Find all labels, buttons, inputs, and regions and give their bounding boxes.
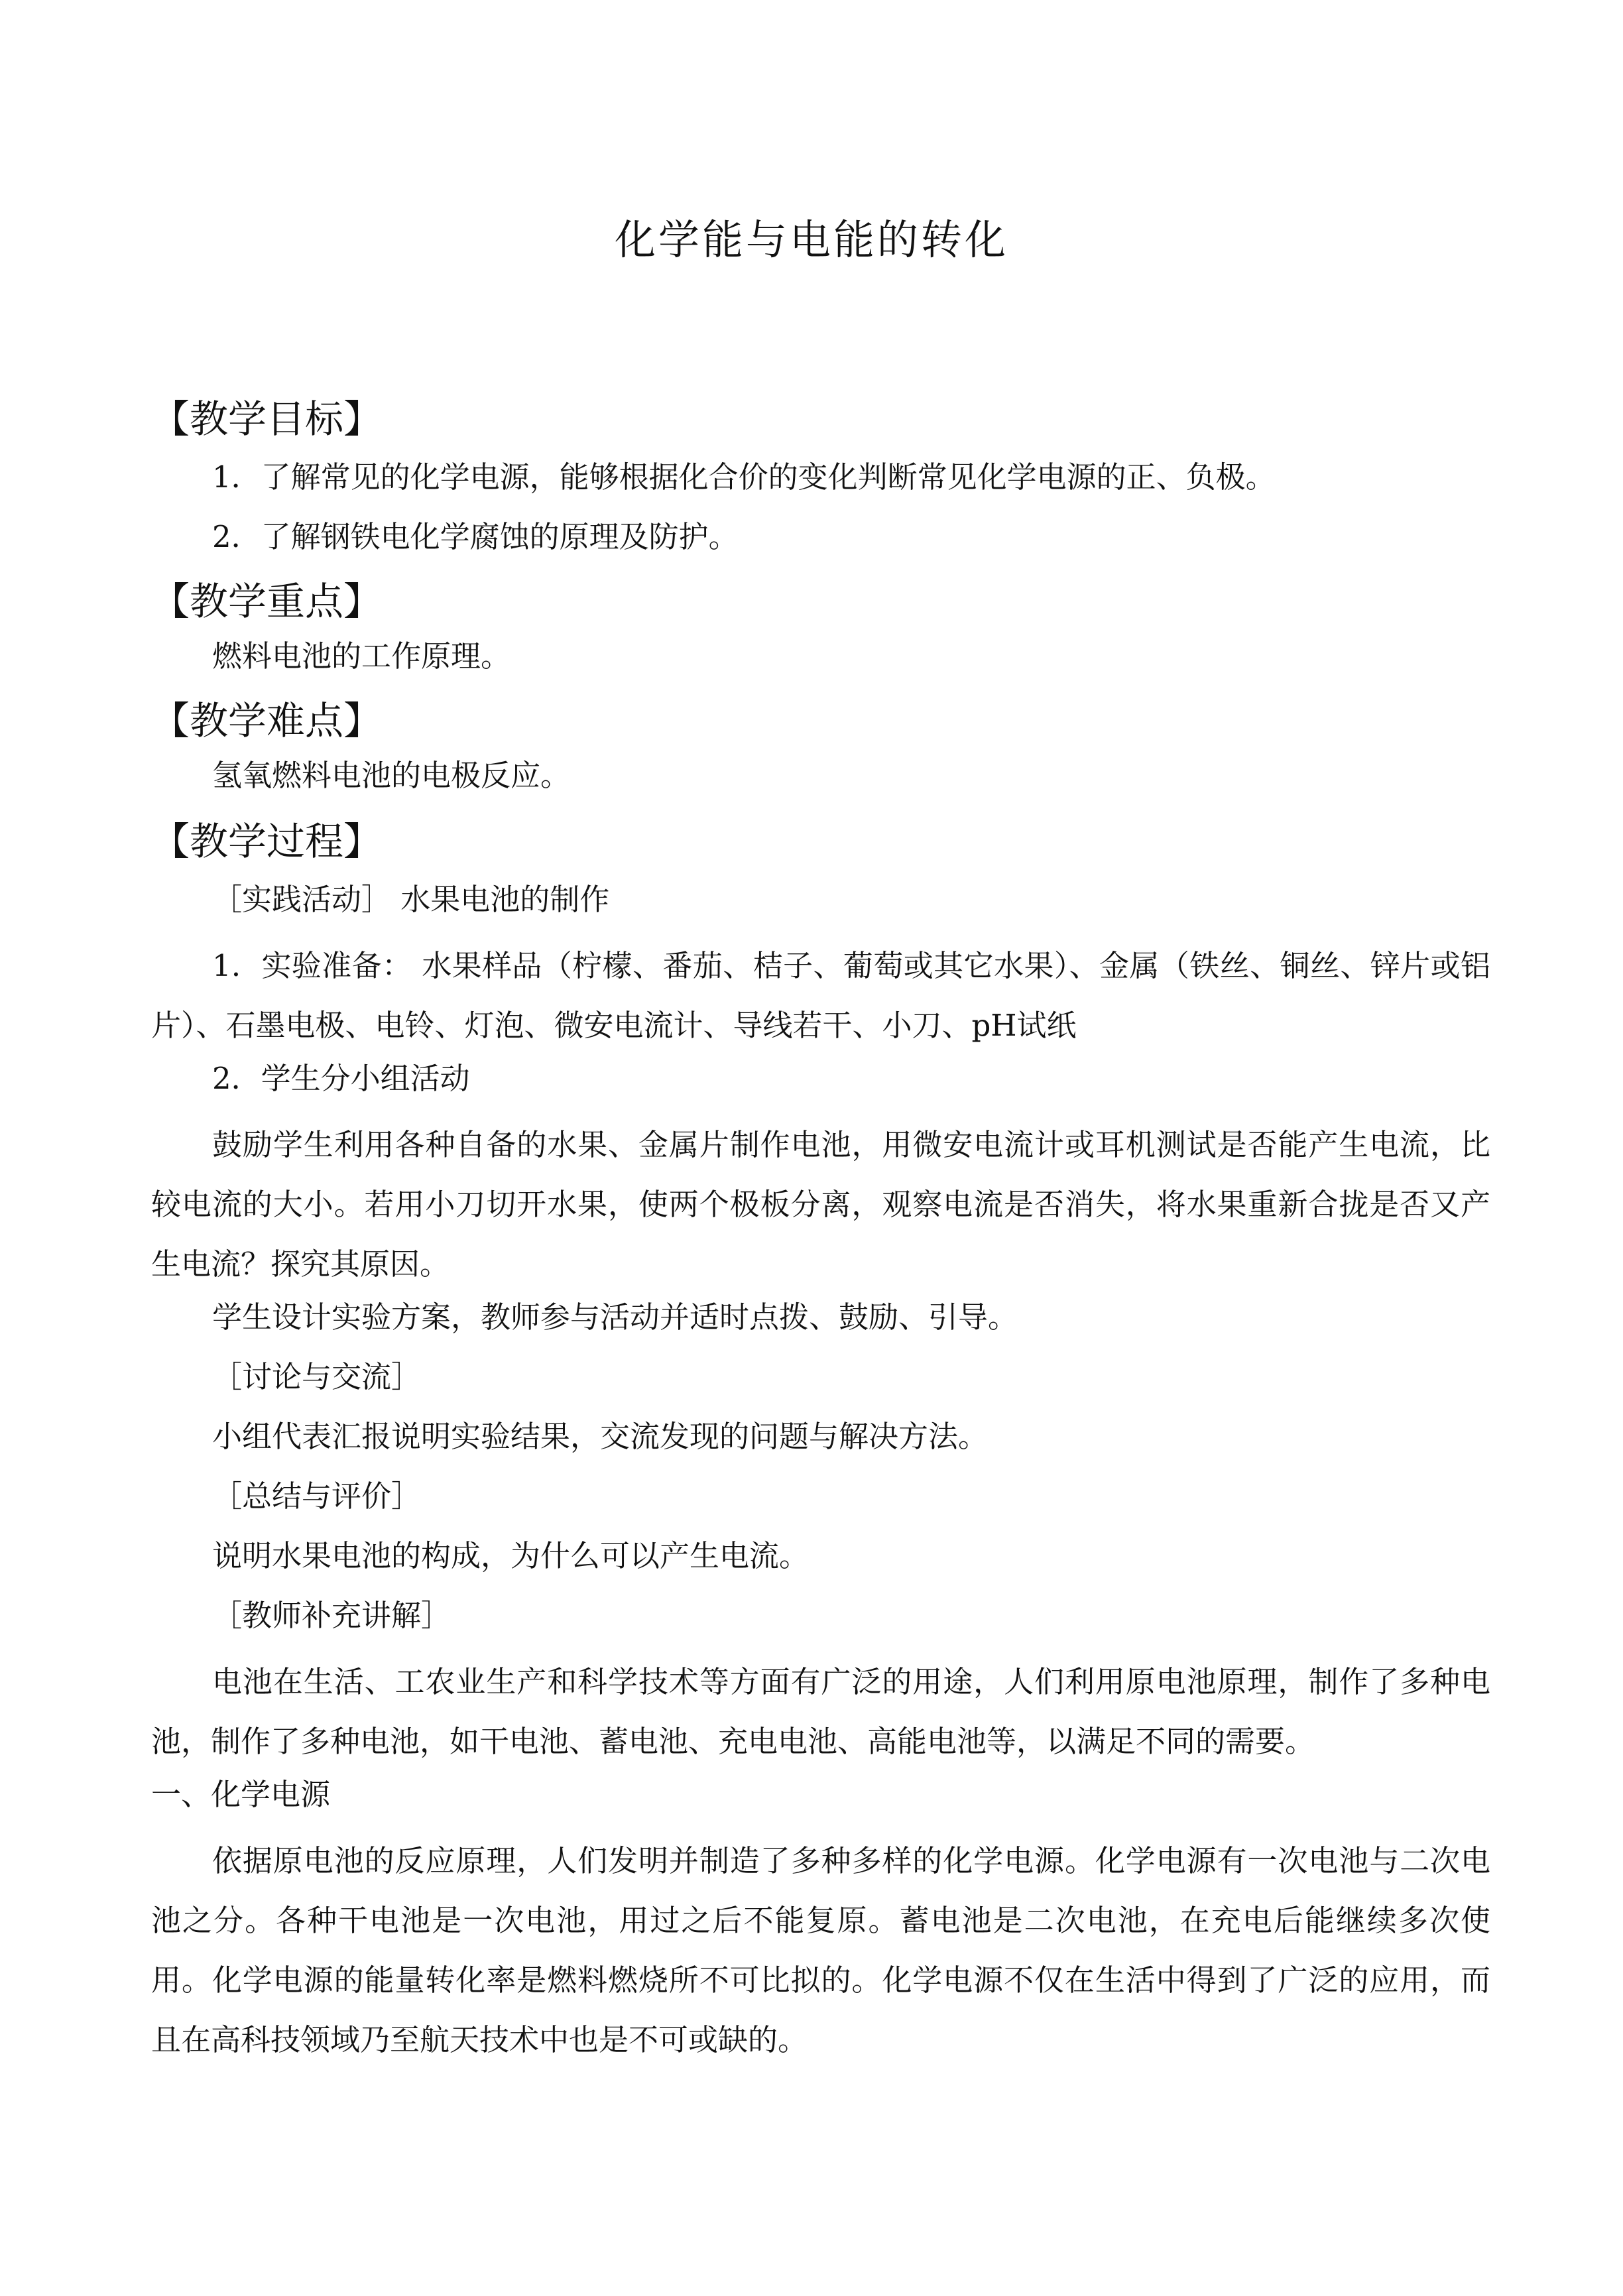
difficulty-heading: 【教学难点】	[151, 698, 383, 743]
key-point-text: 燃料电池的工作原理。	[212, 638, 511, 674]
summary-label: ［总结与评价］	[212, 1479, 422, 1514]
design-text: 学生设计实验方案，教师参与活动并适时点拨、鼓励、引导。	[212, 1299, 1018, 1335]
discuss-label: ［讨论与交流］	[212, 1359, 422, 1394]
group-activity-label: 2．学生分小组活动	[212, 1061, 470, 1096]
difficulty-text: 氢氧燃料电池的电极反应。	[212, 758, 571, 793]
summary-text: 说明水果电池的构成，为什么可以产生电流。	[212, 1538, 810, 1573]
activity-label: ［实践活动］ 水果电池的制作	[212, 882, 610, 917]
teacher-label: ［教师补充讲解］	[212, 1598, 451, 1633]
key-point-heading: 【教学重点】	[151, 579, 383, 624]
group-activity-paragraph: 鼓励学生利用各种自备的水果、金属片制作电池，用微安电流计或耳机测试是否能产生电流，比较电流的大小。若用小刀切开水果，使两个极板分离，观察电流是否消失，将水果重新合拢是否又产生电流？探究其原因。	[151, 1127, 1490, 1282]
part1-paragraph: 依据原电池的反应原理，人们发明并制造了多种多样的化学电源。化学电源有一次电池与二次电池之分。各种干电池是一次电池，用过之后不能复原。蓄电池是二次电池，在充电后能继续多次使用。化学电源的能量转化率是燃料燃烧所不可比拟的。化学电源不仅在生活中得到了广泛的应用，而且在高科技领域乃至航天技术中也是不可或缺的。	[151, 1843, 1490, 2057]
teacher-paragraph: 电池在生活、工农业生产和科学技术等方面有广泛的用途，人们利用原电池原理，制作了多种电池，制作了多种电池，如干电池、蓄电池、充电电池、高能电池等，以满足不同的需要。	[151, 1664, 1490, 1759]
objective-item-1: 1．了解常见的化学电源，能够根据化合价的变化判断常见化学电源的正、负极。	[212, 459, 1276, 495]
discuss-text: 小组代表汇报说明实验结果，交流发现的问题与解决方法。	[212, 1419, 989, 1454]
objectives-heading: 【教学目标】	[151, 396, 383, 442]
process-heading: 【教学过程】	[151, 819, 383, 864]
part1-heading: 一、化学电源	[151, 1777, 331, 1812]
prep-paragraph: 1．实验准备： 水果样品（柠檬、番茄、桔子、葡萄或其它水果）、金属（铁丝、铜丝、锌片或铝片）、石墨电极、电铃、灯泡、微安电流计、导线若干、小刀、pH试纸	[151, 948, 1490, 1043]
objective-item-2: 2．了解钢铁电化学腐蚀的原理及防护。	[212, 519, 739, 554]
page-title: 化学能与电能的转化	[614, 215, 1008, 264]
